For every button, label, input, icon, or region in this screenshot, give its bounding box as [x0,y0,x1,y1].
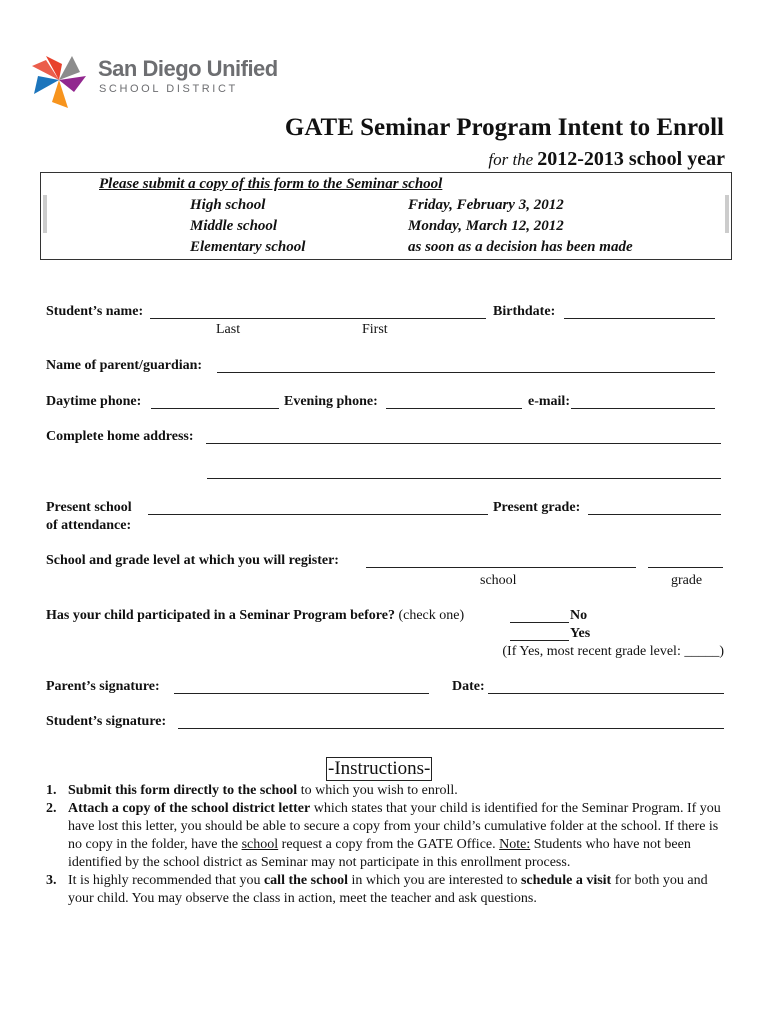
daytime-phone-field[interactable] [151,408,279,409]
instruction-item: 1. Submit this form directly to the school to which you wish to enroll. [46,783,458,798]
parent-name-field[interactable] [217,372,715,373]
email-field[interactable] [571,408,715,409]
present-school-field[interactable] [148,514,488,515]
notice-deadline: Friday, February 3, 2012 [408,197,564,213]
present-school-label-2: of attendance: [46,518,132,533]
no-checkbox-line[interactable] [510,622,569,623]
school-year: for the 2012-2013 school year [488,148,725,170]
notice-level: Middle school [190,218,278,234]
no-option-label: No [570,608,588,623]
parent-signature-field[interactable] [174,693,429,694]
grade-caption: grade [671,573,703,588]
present-grade-label: Present grade: [493,500,581,515]
parent-name-label: Name of parent/guardian: [46,358,203,373]
present-school-label: Present school [46,500,132,515]
register-grade-field[interactable] [648,567,723,568]
first-name-caption: First [362,322,388,337]
notice-level: Elementary school [190,239,306,255]
if-yes-grade-level: (If Yes, most recent grade level: _____) [502,644,724,659]
logo-title: San Diego Unified [98,56,278,81]
home-address-field-2[interactable] [207,478,721,479]
instruction-item: 2. Attach a copy of the school district letter which states that your child is identified for the Seminar Program. If you have lost this letter, you should be able to secure a copy from your child’s cumulative folder at the school. If there is no copy in the folder, have the school request a copy from the GATE Office. Note: Students who have not been identified by the school district as Seminar may not participate in this enrollment process. [46,801,721,870]
submission-notice [40,172,732,260]
birthdate-field[interactable] [564,318,715,319]
register-school-field[interactable] [366,567,636,568]
date-label: Date: [452,679,485,694]
notice-heading: Please submit a copy of this form to the Seminar school [99,176,443,192]
logo-subtitle: SCHOOL DISTRICT [99,83,238,95]
district-logo [28,50,288,112]
notice-deadline: Monday, March 12, 2012 [408,218,564,234]
notice-level: High school [190,197,266,213]
student-name-label: Student’s name: [46,304,144,319]
student-signature-field[interactable] [178,728,724,729]
parent-signature-label: Parent’s signature: [46,679,160,694]
instructions-heading: -Instructions- [328,758,431,779]
student-signature-label: Student’s signature: [46,714,167,729]
birthdate-label: Birthdate: [493,304,556,319]
home-address-field[interactable] [206,443,721,444]
instruction-item: 3. It is highly recommended that you call the school in which you are interested to schedule a visit for both you and your child. You may observe the class in action, meet the teacher and ask questions. [46,873,708,906]
email-label: e-mail: [528,394,570,409]
student-name-field[interactable] [150,318,486,319]
yes-option-label: Yes [570,626,591,641]
date-field[interactable] [488,693,724,694]
evening-phone-label: Evening phone: [284,394,378,409]
yes-checkbox-line[interactable] [510,640,569,641]
page-title: GATE Seminar Program Intent to Enroll [284,114,724,141]
school-caption: school [480,573,517,588]
present-grade-field[interactable] [588,514,721,515]
last-name-caption: Last [216,322,241,337]
participated-question: Has your child participated in a Seminar Program before? (check one) [46,608,465,623]
evening-phone-field[interactable] [386,408,522,409]
instructions-list [46,782,726,908]
daytime-phone-label: Daytime phone: [46,394,142,409]
register-label: School and grade level at which you will register: [46,553,339,568]
star-logo-icon [28,50,90,112]
notice-deadline: as soon as a decision has been made [408,239,633,255]
home-address-label: Complete home address: [46,429,194,444]
